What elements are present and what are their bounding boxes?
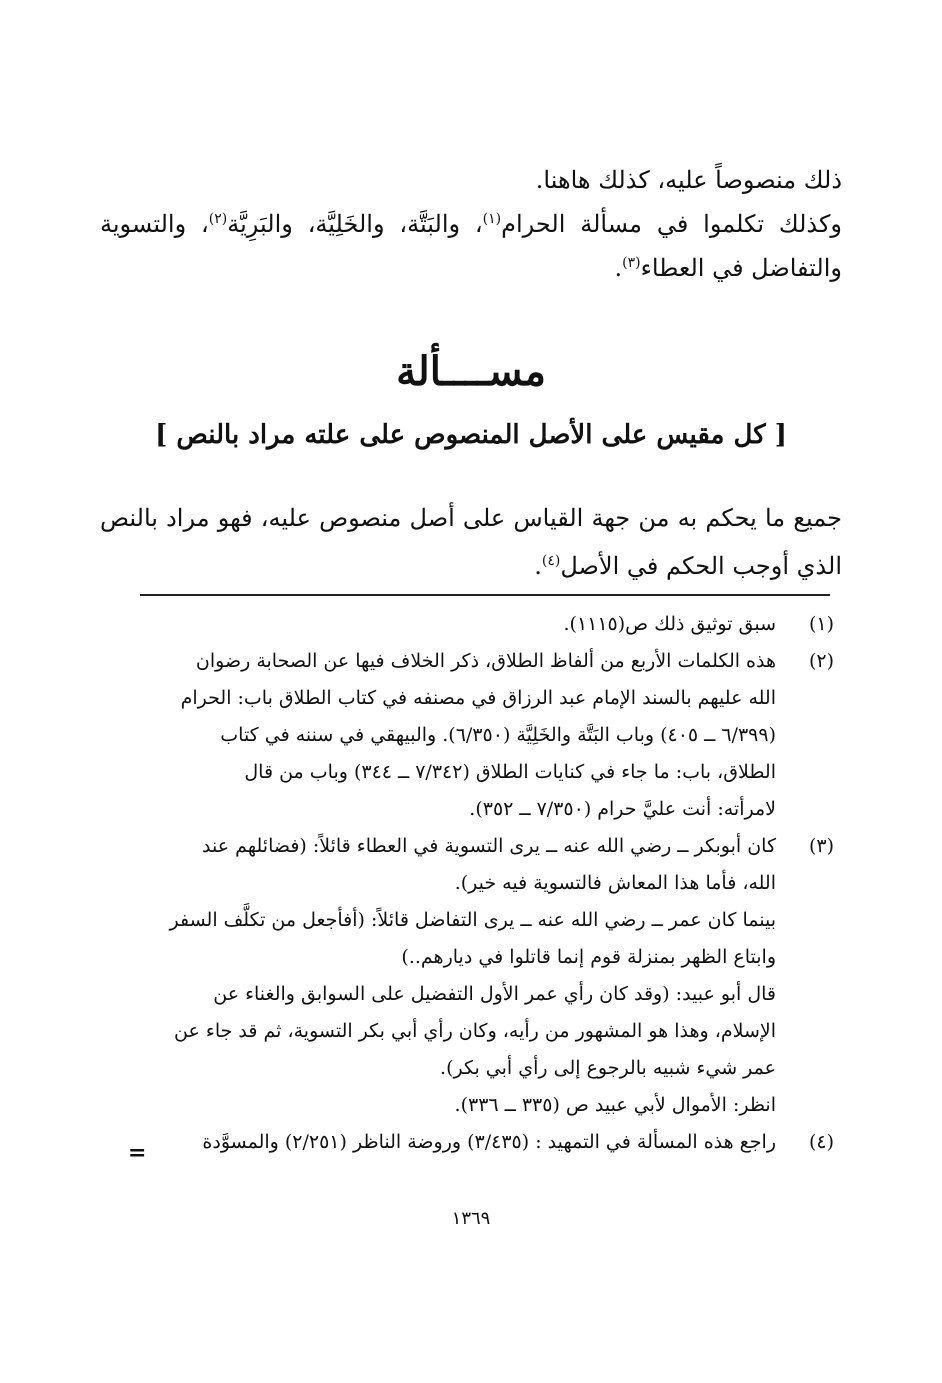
body-paragraph	[100, 494, 842, 590]
footnote-1	[104, 606, 834, 643]
body-text	[100, 494, 842, 590]
footnote-ref-1: (١)	[482, 211, 502, 227]
footnote-line: بينما كان عمر ــ رضي الله عنه ــ يرى التفاضل قائلاً: (أفأجعل من تكلَّف السفر	[169, 909, 776, 931]
footnote-body	[104, 643, 776, 828]
footnote-line: (٦/٣٩٩ ــ ٤٠٥) وباب البَتَّة والخَلِيَّة (٦/٣٥٠). والبيهقي في سننه في كتاب	[220, 724, 776, 746]
footnote-2	[104, 643, 834, 828]
footnote-line: وابتاع الظهر بمنزلة قوم إنما قاتلوا في ديارهم..)	[401, 946, 776, 968]
footnote-number: (٤)	[808, 1131, 834, 1153]
footnote-line: الطلاق، باب: ما جاء في كنايات الطلاق (٧/٣٤٢ ــ ٣٤٤) وباب من قال	[244, 761, 776, 783]
section-heading: مســــألة	[396, 348, 546, 395]
body-text-a: جميع ما يحكم به من جهة القياس على أصل منصوص عليه، فهو مراد بالنص الذي أوجب الحكم في الأصل	[100, 504, 842, 580]
footnote-line: لامرأته: أنت عليَّ حرام (٧/٣٥٠ ــ ٣٥٢).	[469, 798, 776, 820]
footnote-line: راجع هذه المسألة في التمهيد : (٣/٤٣٥) وروضة الناظر (٢/٢٥١) والمسوَّدة	[202, 1131, 776, 1153]
footnote-line: انظر: الأموال لأبي عبيد ص (٣٣٥ ــ ٣٣٦).	[454, 1094, 776, 1116]
footnote-number: (١)	[808, 613, 834, 635]
footnote-body	[104, 1124, 776, 1161]
intro-line-2	[100, 202, 842, 290]
footnote-divider	[140, 594, 830, 596]
page-number: ١٣٦٩	[451, 1208, 491, 1229]
footnote-number: (٢)	[808, 650, 834, 672]
intro-paragraph	[100, 158, 842, 290]
footnotes	[104, 606, 834, 1161]
footnote-3	[104, 828, 834, 1124]
footnote-line: قال أبو عبيد: (وقد كان رأي عمر الأول التفضيل على السوابق والغناء عن	[213, 983, 776, 1005]
footnote-ref-2: (٢)	[208, 211, 228, 227]
intro-text-d: .	[614, 254, 623, 282]
footnote-line: الله عليهم بالسند الإمام عبد الرزاق في مصنفه في كتاب الطلاق باب: الحرام	[180, 687, 776, 709]
body-text-b: .	[534, 552, 542, 580]
section-subheading: [ كل مقيس على الأصل المنصوص على علته مراد بالنص ]	[155, 420, 787, 450]
intro-line-1: ذلك منصوصاً عليه، كذلك هاهنا.	[535, 166, 842, 194]
continuation-mark: =	[128, 1140, 147, 1166]
footnote-line: هذه الكلمات الأربع من ألفاظ الطلاق، ذكر الخلاف فيها عن الصحابة رضوان	[195, 650, 776, 672]
footnote-line: الإسلام، وهذا هو المشهور من رأيه، وكان رأي أبي بكر التسوية، ثم قد جاء عن	[174, 1020, 776, 1042]
footnote-line: سبق توثيق ذلك ص(١١١٥).	[563, 613, 776, 635]
intro-text-a: وكذلك تكلموا في مسألة الحرام	[501, 210, 842, 238]
footnote-line: كان أبوبكر ــ رضي الله عنه ــ يرى التسوية في العطاء قائلاً: (فضائلهم عند	[202, 835, 776, 857]
intro-text-c: ، والتسوية والتفاضل في العطاء	[100, 210, 842, 282]
footnote-number: (٣)	[808, 835, 834, 857]
footnote-ref-3: (٣)	[622, 255, 641, 271]
footnote-4	[104, 1124, 834, 1161]
footnote-line: الله، فأما هذا المعاش فالتسوية فيه خير).	[454, 872, 776, 894]
footnote-line: عمر شيء شبيه بالرجوع إلى رأي أبي بكر).	[440, 1057, 776, 1079]
footnote-body	[104, 606, 776, 643]
footnote-ref-4: (٤)	[541, 553, 561, 569]
footnote-body	[104, 828, 776, 1124]
intro-text-b: ، والبَتَّة، والخَلِيَّة، والبَرِيَّة	[227, 210, 483, 238]
